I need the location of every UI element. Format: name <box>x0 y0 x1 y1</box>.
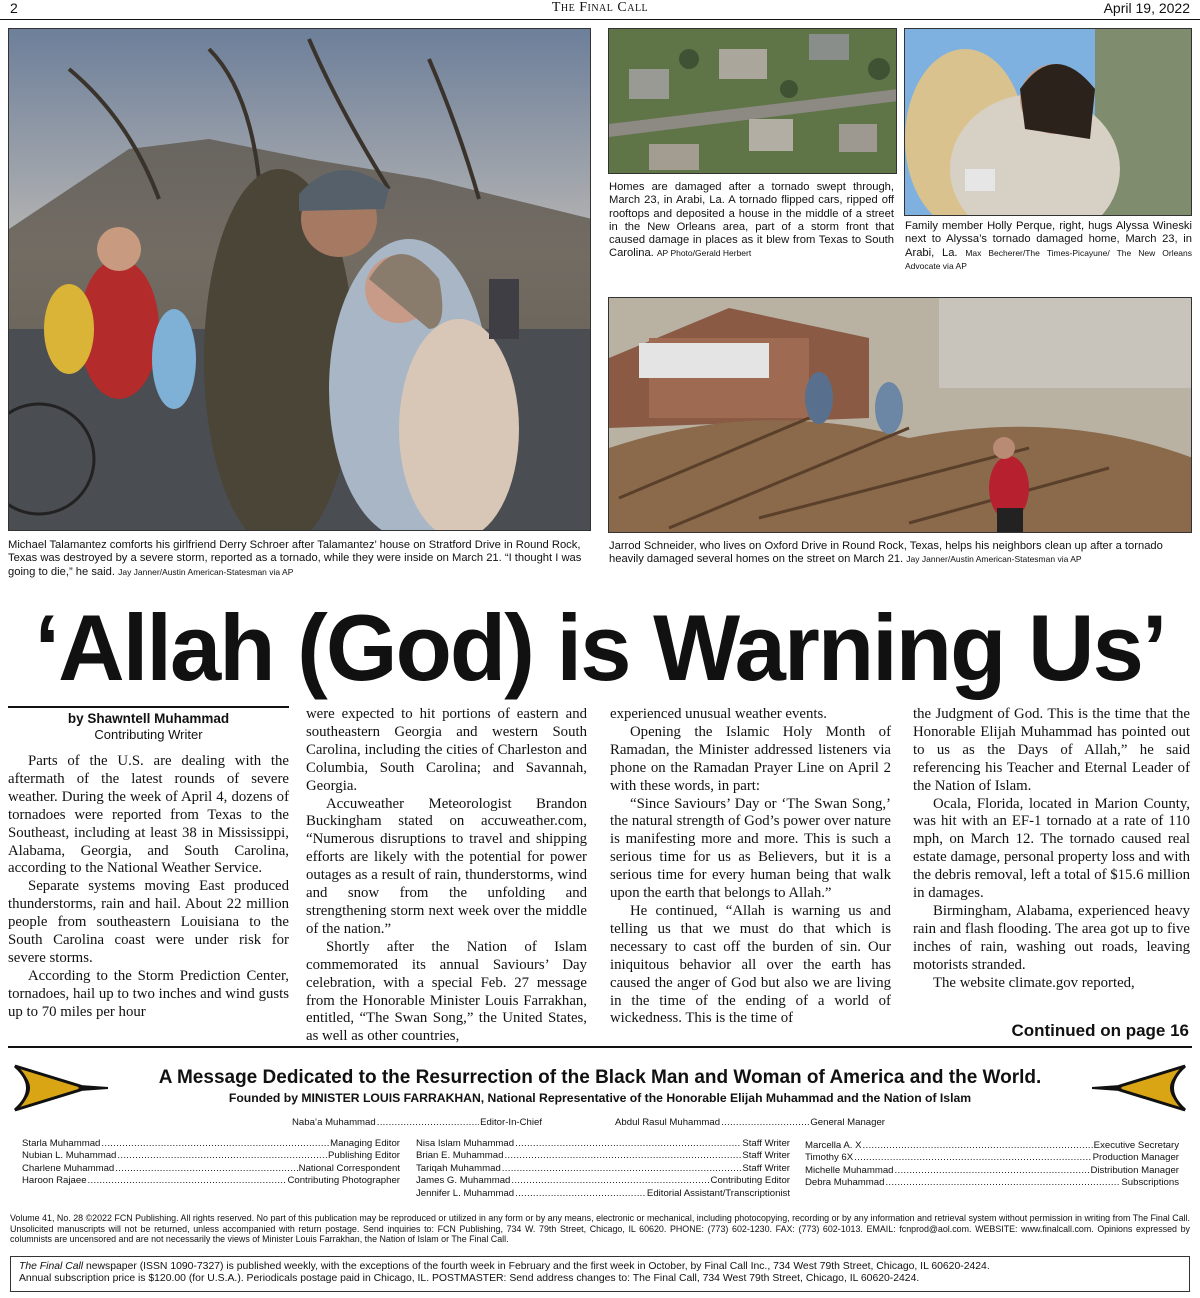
paragraph: experienced unusual weather events. <box>610 706 827 722</box>
top-staff-1: Naba’a Muhammad ..... Editor-In-Chief <box>292 1117 542 1129</box>
staff-row: Nubian L. Muhammad ..... Publishing Editor <box>22 1150 400 1162</box>
photo-credit: Jay Janner/Austin American-Statesman via AP <box>118 566 294 577</box>
article-column-1 <box>8 706 289 1022</box>
top-staff-2: Abdul Rasul Muhammad ..... General Manager <box>615 1117 885 1129</box>
paragraph: Ocala, Florida, located in Marion County, was hit with an EF-1 tornado at a rate of 110 mph, on March 12. The tornado caused real estate damage, personal property loss and with the debris removal, left a total of $15.6 million in damages. <box>913 795 1190 902</box>
issue-date: April 19, 2022 <box>1103 0 1190 16</box>
author-name: by Shawntell Muhammad <box>67 711 230 726</box>
paragraph: He continued, “Allah is warning us and telling us that we must do that which is necessary to cast off the burden of sin. Our iniquitous behavior all over the earth has caused the anger of God but also we are living in the time of the ending of a world of wickedness. This is the time of <box>610 902 891 1027</box>
staff-row: Debra Muhammad ..... Subscriptions <box>805 1177 1179 1189</box>
continued-link[interactable]: Continued on page 16 <box>1011 1021 1189 1040</box>
staff-row: Brian E. Muhammad ..... Staff Writer <box>416 1150 790 1162</box>
staff-row: Jennifer L. Muhammad ..... Editorial Assistant/Transcriptionist <box>416 1188 790 1200</box>
paragraph: The website climate.gov reported, <box>933 974 1135 991</box>
staff-row: Timothy 6X ..... Production Manager <box>805 1152 1179 1164</box>
staff-row: Marcella A. X ..... Executive Secretary <box>805 1140 1179 1152</box>
staff-row: Nisa Islam Muhammad ..... Staff Writer <box>416 1138 790 1150</box>
paragraph: Birmingham, Alabama, experienced heavy rain and flash flooding. The area got up to five inches of rain, washing out roads, leaving motorists stranded. <box>913 902 1190 973</box>
publication-info: The Final Call newspaper (ISSN 1090-7327) is published weekly, with the exceptions of the fourth week in February and the first week in October, by Final Call Inc., 734 West 79th Street, Chicago, IL 60620-2424. Annual subscription price is $120.00 (for U.S.A.). Periodicals postage paid in Chicago, IL. POSTMASTER: Send address changes to: The Final Call, 734 West 79th Street, Chicago, IL 60620-2424. <box>10 1256 1190 1292</box>
staff-row: James G. Muhammad ..... Contributing Editor <box>416 1175 790 1187</box>
photo-credit: Max Becherer/The Times-Picayune/ The New Orleans Advocate via AP <box>905 247 1193 271</box>
paragraph: Shortly after the Nation of Islam commemorated its annual Saviours’ Day celebration, with a special Feb. 27 message from the Honorable Minister Louis Farrakhan, entitled, “The Swan Song,” the United States, as well as other countries, <box>306 938 587 1045</box>
photo-credit: Jay Janner/Austin American-Statesman via AP <box>906 554 1082 565</box>
page-header <box>0 0 1200 20</box>
page-number: 2 <box>10 0 18 16</box>
article-column-3 <box>610 706 891 1028</box>
cleanup-photo-caption: Jarrod Schneider, who lives on Oxford Drive in Round Rock, Texas, helps his neighbors clean up after a tornado heavily damaged several homes on the street on March 21. Jay Janner/Austin American-Statesman via AP <box>609 540 1163 566</box>
staff-list-3 <box>805 1140 1179 1190</box>
pub-title: The Final Call <box>19 1261 84 1272</box>
byline <box>8 706 289 743</box>
paragraph: According to the Storm Prediction Center, tornadoes, hail up to two inches and wind gusts up to 70 miles per hour <box>8 967 289 1020</box>
paragraph: Opening the Islamic Holy Month of Ramadan, the Minister addressed listeners via phone on the Ramadan Prayer Line on April 2 with these words, in part: <box>610 723 891 794</box>
paragraph: “Since Saviours’ Day or ‘The Swan Song,’ the natural strength of God’s power over nature is manifesting more and more. This is such a serious time for us as Believers, but it is a serious time for every human being that walk upon the earth that belongs to Allah.” <box>610 795 891 902</box>
founded-line: Founded by MINISTER LOUIS FARRAKHAN, National Representative of the Honorable Elijah Muhammad and the Nation of Islam <box>228 1091 972 1105</box>
hug-photo <box>904 28 1192 216</box>
paragraph: Parts of the U.S. are dealing with the aftermath of the latest rounds of severe weather. During the week of April 4, dozens of tornadoes were reported from Texas to the Southeast, including at least 38 in Mississippi, Alabama, Georgia, and South Carolina, according to the National Weather Service. <box>8 753 289 877</box>
cleanup-photo <box>608 297 1192 533</box>
paragraph: Separate systems moving East produced thunderstorms, rain and hail. About 22 million people from southeastern Louisiana to the South Carolina coast were under risk for severe storms. <box>8 878 289 966</box>
paragraph: Accuweather Meteorologist Brandon Buckingham stated on accuweather.com, “Numerous disruptions to travel and shipping efforts are likely with the potential for power outages as a result of rain, thunderstorms, wind and snow from the unfolding and strengthening storm next week over the middle of the nation.” <box>306 795 587 937</box>
paragraph: were expected to hit portions of eastern and southeastern Georgia and western South Carolina, including the cities of Charleston and Columbia, South Carolina; and Savannah, Georgia. <box>306 706 587 794</box>
hug-photo-caption: Family member Holly Perque, right, hugs Alyssa Wineski next to Alyssa’s tornado damaged home, March 23, in Arabi, La. Max Becherer/The Times-Picayune/ The New Orleans Advocate via AP <box>905 220 1193 271</box>
staff-row: Charlene Muhammad ..... National Correspondent <box>22 1163 400 1175</box>
staff-list-2 <box>416 1138 790 1200</box>
staff-row: Michelle Muhammad ..... Distribution Manager <box>805 1165 1179 1177</box>
photo-credit: AP Photo/Gerald Herbert <box>656 248 752 259</box>
paper-name: The Final Call <box>551 0 649 15</box>
staff-list-1 <box>22 1138 400 1188</box>
aerial-photo-caption: Homes are damaged after a tornado swept through, March 23, in Arabi, La. A tornado flipped cars, ripped off rooftops and deposited a house in the middle of a street in the New Orleans area, part of a storm front that caused damage in places as it blew from Texas to South Carolina. AP Photo/Gerald Herbert <box>609 181 894 260</box>
article-column-2 <box>306 706 587 1046</box>
aerial-photo <box>608 28 897 174</box>
main-photo <box>8 28 591 531</box>
paragraph: the Judgment of God. This is the time that the Honorable Elijah Muhammad has pointed out to us as the Days of Allah,” he said referencing his Teacher and Eternal Leader of the Nation of Islam. <box>913 706 1190 794</box>
staff-row: Starla Muhammad ..... Managing Editor <box>22 1138 400 1150</box>
mission-statement: A Message Dedicated to the Resurrection of the Black Man and Woman of America and the World. <box>158 1067 1042 1088</box>
author-role: Contributing Writer <box>94 727 203 742</box>
staff-row: Haroon Rajaee ..... Contributing Photographer <box>22 1175 400 1187</box>
main-photo-caption: Michael Talamantez comforts his girlfriend Derry Schroer after Talamantez’ house on Stratford Drive in Round Rock, Texas was destroyed by a severe storm, reported as a tornado, while they were inside on March 21. “I thought I was going to die,” he said. Jay Janner/Austin American-Statesman via AP <box>8 539 582 578</box>
legal-notice: Volume 41, No. 28 ©2022 FCN Publishing. All rights reserved. No part of this publication may be reproduced or utilized in any form or by any means, electronic or mechanical, including photocopying, recording or by any information and retrieval system without permission in writing from The Final Call. Unsolicited manuscripts will not be returned, unless accompanied with return postage. Send inquiries to: FCN Publishing, 734 W. 79th Street, Chicago, IL 60620. PHONE: (773) 602-1230. FAX: (773) 602-1013. EMAIL: fcnprod@aol.com. WEBSITE: www.finalcall.com. Opinions expressed by columnists are uncensored and are not necessarily the views of Minister Louis Farrakhan, the Nation of Islam or The Final Call. <box>10 1213 1190 1245</box>
staff-row: Tariqah Muhammad ..... Staff Writer <box>416 1163 790 1175</box>
headline: ‘Allah (God) is Warning Us’ <box>34 595 1166 700</box>
article-column-4 <box>913 706 1190 993</box>
